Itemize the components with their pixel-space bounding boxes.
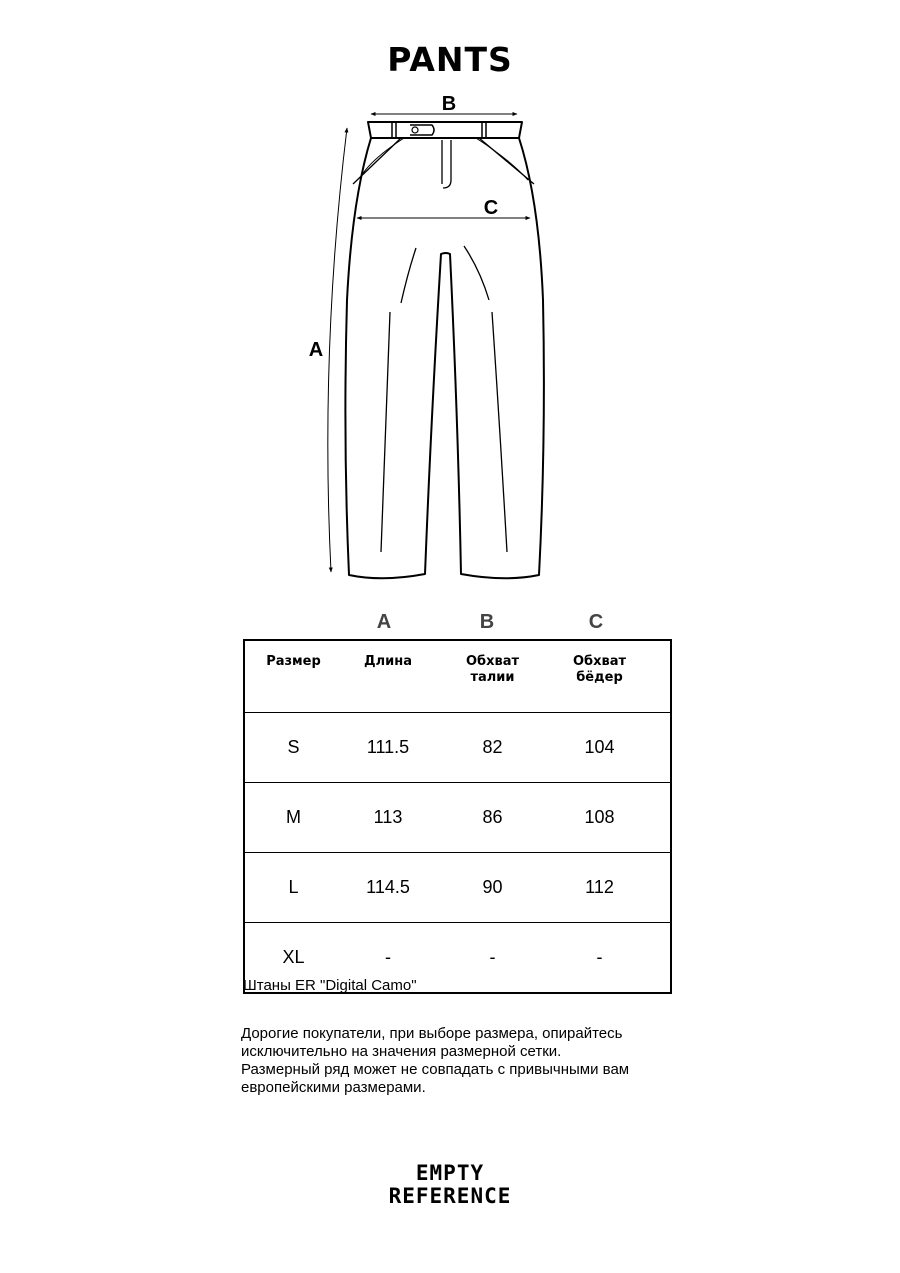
cell-spacer — [648, 783, 671, 853]
notice-line: Дорогие покупатели, при выборе размера, опирайтесь — [241, 1025, 623, 1042]
header-waist — [434, 640, 551, 713]
brand-logo — [0, 1162, 900, 1208]
cell-waist: - — [434, 923, 551, 994]
cell-hips: 112 — [551, 853, 648, 923]
notice-line: европейскими размерами. — [241, 1079, 426, 1096]
cell-waist: 86 — [434, 783, 551, 853]
header-length: Длина — [364, 654, 412, 669]
cell-length: 113 — [342, 783, 434, 853]
header-size: Размер — [266, 654, 321, 669]
cell-spacer — [648, 923, 671, 994]
cell-hips: 108 — [551, 783, 648, 853]
column-letter-a: A — [376, 611, 392, 633]
column-letter-b: B — [479, 611, 495, 633]
header-hips-line2: бёдер — [576, 670, 623, 685]
notice-line: Размерный ряд может не совпадать с привычными вам — [241, 1061, 630, 1078]
cell-waist: 90 — [434, 853, 551, 923]
header-waist-line2: талии — [470, 670, 515, 685]
column-letter-c: C — [588, 611, 604, 633]
cell-size: M — [244, 783, 342, 853]
cell-waist: 82 — [434, 713, 551, 783]
dimension-b-label: B — [441, 93, 457, 115]
cell-spacer — [648, 713, 671, 783]
cell-spacer — [648, 853, 671, 923]
brand-line-2: REFERENCE — [388, 1184, 512, 1208]
cell-hips: - — [551, 923, 648, 994]
pants-outline — [345, 122, 544, 578]
table-header-row — [244, 640, 671, 713]
sizing-notice — [241, 1025, 671, 1097]
cell-length: 114.5 — [342, 853, 434, 923]
size-table — [243, 639, 672, 994]
product-caption: Штаны ER "Digital Camo" — [243, 977, 417, 994]
brand-line-1: EMPTY — [415, 1161, 485, 1185]
header-hips-line1: Обхват — [572, 654, 627, 669]
cell-hips: 104 — [551, 713, 648, 783]
dimension-a-label: A — [308, 339, 324, 361]
cell-length: - — [342, 923, 434, 994]
page-title: PANTS — [387, 40, 513, 79]
table-row — [244, 853, 671, 923]
header-spacer — [648, 640, 671, 713]
table-row — [244, 713, 671, 783]
dimension-c-label: C — [483, 197, 499, 219]
cell-size: XL — [244, 923, 342, 994]
notice-line: исключительно на значения размерной сетки. — [241, 1043, 562, 1060]
header-waist-line1: Обхват — [465, 654, 520, 669]
table-row — [244, 783, 671, 853]
pants-diagram — [0, 0, 900, 600]
cell-length: 111.5 — [342, 713, 434, 783]
cell-size: S — [244, 713, 342, 783]
cell-size: L — [244, 853, 342, 923]
header-hips — [551, 640, 648, 713]
dimension-a-line — [328, 128, 347, 572]
